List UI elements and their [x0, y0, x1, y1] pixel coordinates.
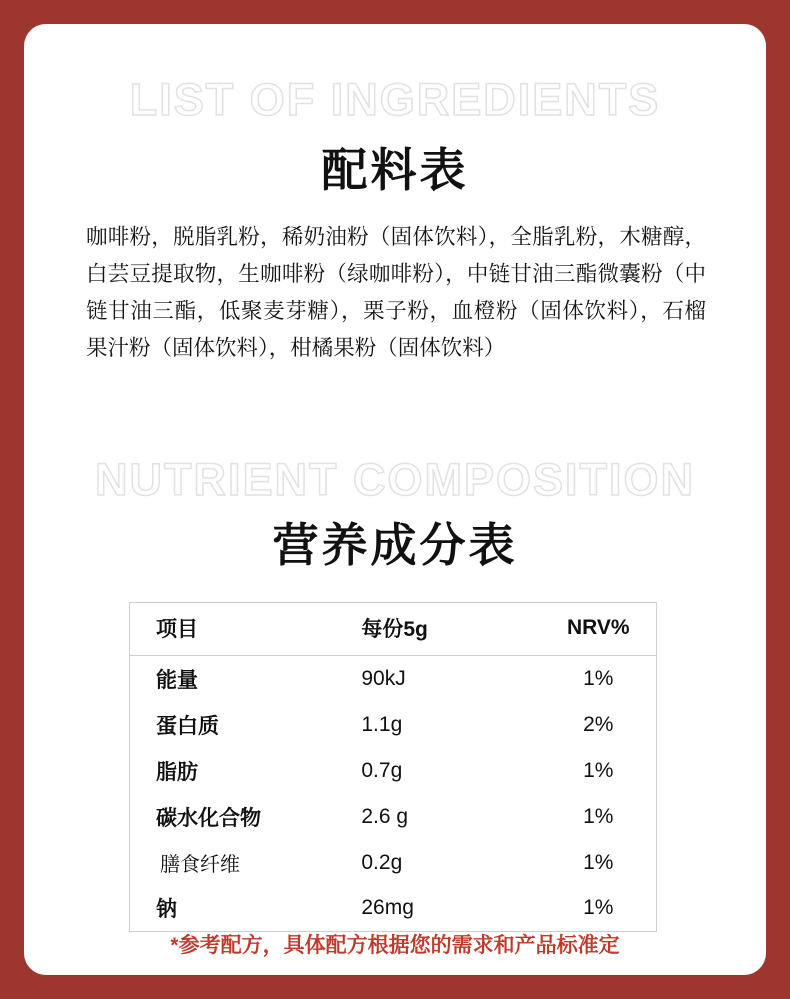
table-row [130, 656, 657, 703]
header-serving: 每份5g [361, 603, 540, 656]
row-serving: 26mg [361, 896, 414, 919]
row-label: 脂肪 [156, 761, 198, 784]
nutrient-title: 营养成分表 [272, 519, 518, 571]
ingredients-watermark-heading: LIST OF INGREDIENTS [129, 74, 661, 125]
table-row [130, 702, 657, 748]
ingredients-title: 配料表 [321, 144, 469, 196]
row-serving: 0.7g [361, 759, 403, 782]
row-nrv: 1% [583, 759, 614, 782]
row-nrv: 1% [583, 850, 614, 874]
table-row [130, 794, 657, 840]
row-nrv: 1% [583, 667, 614, 690]
row-serving: 2.6 g [361, 805, 409, 828]
row-label: 碳水化合物 [156, 807, 261, 830]
row-serving: 90kJ [361, 667, 406, 690]
table-row [130, 748, 657, 794]
row-nrv: 1% [583, 896, 614, 919]
row-serving: 0.2g [361, 850, 403, 874]
header-item: 项目 [130, 603, 362, 656]
row-nrv: 2% [583, 713, 614, 736]
row-nrv: 1% [583, 805, 614, 828]
product-info-card [24, 24, 766, 975]
formula-footnote: *参考配方，具体配方根据您的需求和产品标准定 [170, 934, 620, 957]
ingredients-text: 咖啡粉，脱脂乳粉，稀奶油粉（固体饮料），全脂乳粉，木糖醇，白芸豆提取物，生咖啡粉（绿咖啡粉），中链甘油三酯微囊粉（中链甘油三酯，低聚麦芽糖），栗子粉，血橙粉（固体饮料），石榴果汁粉（固体饮料），柑橘果粉（固体饮料） [86, 225, 706, 360]
nutrient-watermark-heading: NUTRIENT COMPOSITION [95, 454, 695, 505]
table-header-row [130, 603, 657, 656]
header-nrv: NRV% [541, 603, 657, 656]
nutrition-facts-table [129, 602, 657, 932]
row-label: 膳食纤维 [160, 854, 240, 876]
nutrition-table-body [130, 656, 657, 932]
row-label: 钠 [156, 898, 177, 921]
table-row [130, 885, 657, 932]
nutrition-table-header [130, 603, 657, 656]
table-row [130, 840, 657, 885]
row-label: 蛋白质 [156, 715, 219, 738]
row-serving: 1.1g [361, 713, 403, 736]
row-label: 能量 [156, 669, 198, 692]
